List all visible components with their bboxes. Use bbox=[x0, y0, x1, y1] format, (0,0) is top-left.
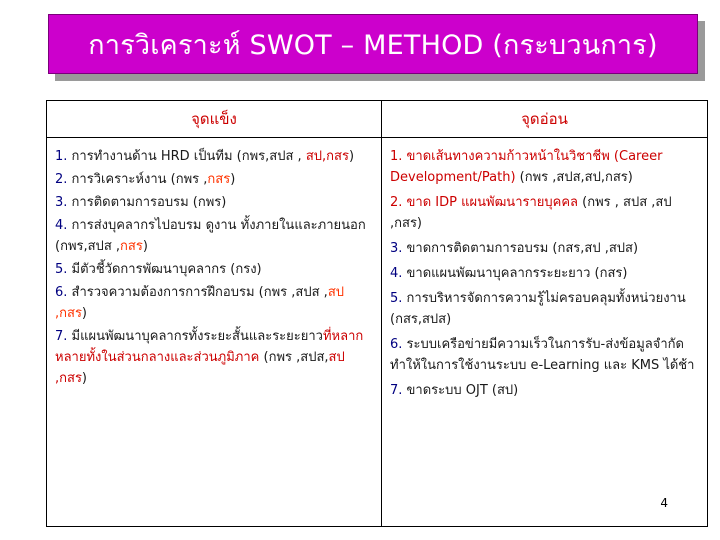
item-number: 1. bbox=[390, 149, 403, 164]
item-highlight: ที่หลากหลายทั้งในส่วนกลางและส่วนภูมิภาค bbox=[55, 329, 364, 366]
item-number: 6. bbox=[390, 337, 403, 353]
item-tail: ) bbox=[81, 306, 87, 322]
item-highlight: สป ,กสร bbox=[55, 350, 345, 387]
item-number: 5. bbox=[390, 291, 403, 307]
item-highlight: กสร bbox=[120, 239, 143, 255]
item-text: (กพร ,สปส, bbox=[259, 350, 329, 366]
item-tail: ) bbox=[348, 149, 355, 164]
item-text: มีตัวชี้วัดการพัฒนาบุคลากร (กรง) bbox=[67, 262, 262, 278]
strengths-cell bbox=[47, 138, 382, 527]
weaknesses-cell bbox=[382, 138, 708, 527]
item-text: การบริหารจัดการความรู้ไม่ครอบคลุมทั้งหน่วยงาน (กสร,สปส) bbox=[390, 291, 686, 328]
weakness-item bbox=[390, 334, 699, 376]
item-number: 1. bbox=[55, 149, 68, 164]
item-text: การทำงานด้าน HRD เป็นทีม (กพร,สปส , bbox=[67, 149, 302, 164]
strengths-header: จุดแข็ง bbox=[47, 101, 382, 138]
strength-item bbox=[55, 215, 373, 257]
item-number: 5. bbox=[55, 262, 68, 278]
item-highlight: ขาดเส้นทางความก้าวหน้าในวิชาชีพ (Career Development/Path) bbox=[390, 149, 663, 186]
item-highlight: กสร bbox=[207, 172, 231, 188]
item-text: (กพร , สปส ,สป ,กสร) bbox=[390, 195, 672, 232]
weakness-item bbox=[390, 263, 699, 284]
item-text: ขาดระบบ OJT (สป) bbox=[402, 383, 519, 399]
item-highlight: ขาด IDP แผนพัฒนารายบุคคล bbox=[402, 195, 579, 211]
weakness-item bbox=[390, 146, 699, 188]
item-text: การวิเคราะห์งาน (กพร , bbox=[67, 172, 208, 188]
weakness-item bbox=[390, 380, 699, 401]
item-tail: ) bbox=[230, 172, 236, 188]
item-text: การส่งบุคลากรไปอบรม ดูงาน ทั้งภายในและภายนอก (กพร,สปส , bbox=[55, 218, 366, 255]
strength-item bbox=[55, 282, 373, 324]
item-number: 2. bbox=[55, 172, 68, 188]
weakness-item bbox=[390, 192, 699, 234]
item-text: ระบบเครือข่ายมีความเร็วในการรับ-ส่งข้อมูลจำกัดทำให้ในการใช้งานระบบ e-Learning และ KMS ได้ช้า bbox=[390, 337, 695, 374]
strength-item bbox=[55, 169, 373, 190]
swot-table bbox=[46, 100, 708, 527]
item-text: ขาดแผนพัฒนาบุคลากรระยะยาว (กสร) bbox=[402, 266, 628, 282]
weakness-item bbox=[390, 238, 699, 259]
item-highlight: สป,กสร bbox=[305, 149, 349, 164]
strength-item bbox=[55, 146, 373, 167]
item-text: (กพร ,สปส,สป,กสร) bbox=[515, 170, 633, 186]
item-number: 4. bbox=[390, 266, 403, 282]
strength-item bbox=[55, 326, 373, 389]
table-row bbox=[47, 138, 708, 527]
strength-item bbox=[55, 192, 373, 213]
item-number: 2. bbox=[390, 195, 403, 211]
item-text: สำรวจความต้องการการฝึกอบรม (กพร ,สปส , bbox=[67, 285, 328, 301]
item-number: 7. bbox=[390, 383, 403, 399]
item-tail: ) bbox=[81, 371, 87, 387]
weakness-item bbox=[390, 288, 699, 330]
item-text: มีแผนพัฒนาบุคลากรทั้งระยะสั้นและระยะยาว bbox=[67, 329, 323, 345]
item-highlight: สป ,กสร bbox=[55, 285, 345, 322]
item-number: 3. bbox=[390, 241, 403, 257]
strength-item bbox=[55, 259, 373, 280]
title-banner bbox=[48, 14, 698, 74]
item-number: 6. bbox=[55, 285, 68, 301]
item-number: 3. bbox=[55, 195, 68, 211]
item-text: ขาดการติดตามการอบรม (กสร,สป ,สปส) bbox=[402, 241, 639, 257]
weaknesses-header: จุดอ่อน bbox=[382, 101, 708, 138]
item-number: 4. bbox=[55, 218, 68, 234]
table-header-row bbox=[47, 101, 708, 138]
page-number: 4 bbox=[660, 496, 668, 510]
item-number: 7. bbox=[55, 329, 68, 345]
item-tail: ) bbox=[142, 239, 148, 255]
item-text: การติดตามการอบรม (กพร) bbox=[67, 195, 227, 211]
page-title: การวิเคราะห์ SWOT – METHOD (กระบวนการ) bbox=[88, 29, 658, 61]
